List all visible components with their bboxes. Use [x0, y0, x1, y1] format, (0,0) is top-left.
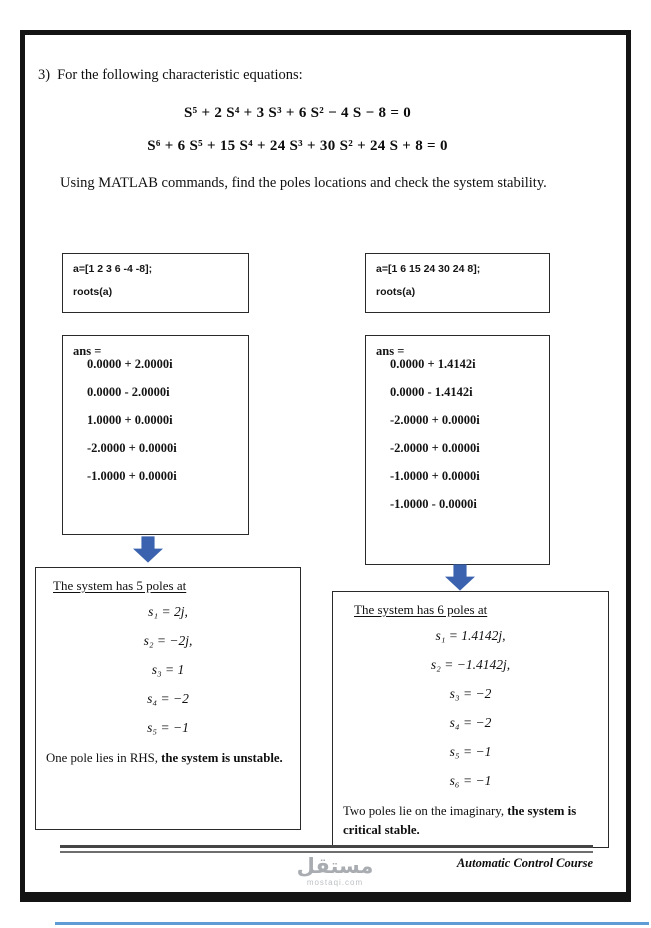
- root-value: -1.0000 + 0.0000i: [87, 469, 177, 483]
- root-value: -2.0000 + 0.0000i: [87, 441, 177, 455]
- pole-value: s₁ = 1.4142j,: [435, 628, 506, 643]
- watermark-domain-text: mostaqi.com: [306, 878, 364, 887]
- pole-value: s₄ = −2: [449, 715, 492, 730]
- root-value: 0.0000 + 1.4142i: [390, 357, 476, 371]
- question-number: 3): [38, 67, 51, 83]
- footer-divider: [60, 845, 593, 853]
- ans-label: ans =: [376, 344, 405, 358]
- down-arrow-icon: [133, 536, 163, 563]
- root-value: 0.0000 - 2.0000i: [87, 385, 170, 399]
- pole-value: s₂ = −1.4142j,: [430, 657, 511, 672]
- stability-note: [343, 802, 598, 840]
- question-heading: [38, 67, 303, 84]
- watermark-logo-text: مستقل: [296, 854, 374, 878]
- scan-edge-line: [55, 922, 649, 925]
- stability-note-normal: One pole lies in RHS,: [46, 751, 162, 765]
- matlab-output-box-left: [62, 335, 249, 535]
- conclusion-box-left: [35, 567, 301, 830]
- page-border-frame: [20, 30, 631, 902]
- matlab-code-box-right: [365, 253, 550, 313]
- down-arrow-icon: [445, 564, 475, 591]
- root-value: 0.0000 + 2.0000i: [87, 357, 173, 371]
- ans-label: ans =: [73, 344, 102, 358]
- pole-value: s₅ = −1: [147, 720, 189, 735]
- root-value: 1.0000 + 0.0000i: [87, 413, 173, 427]
- pole-value: s₄ = −2: [147, 691, 189, 706]
- matlab-code-box-left: [62, 253, 249, 313]
- conclusion-box-right: [332, 591, 609, 848]
- pole-value: s₁ = 2j,: [148, 604, 188, 619]
- stability-note-normal: Two poles lie on the imaginary,: [343, 804, 508, 818]
- code-line: a=[1 2 3 6 -4 -8];: [73, 263, 153, 275]
- stability-note-bold: the system is unstable.: [161, 751, 283, 765]
- root-value: 0.0000 - 1.4142i: [390, 385, 473, 399]
- pole-value: s₂ = −2j,: [143, 633, 193, 648]
- characteristic-equation-2: S⁶ + 6 S⁵ + 15 S⁴ + 24 S³ + 30 S² + 24 S + 8 = 0: [147, 138, 448, 154]
- pole-value: s₆ = −1: [449, 773, 492, 788]
- pole-value: s₃ = −2: [449, 686, 492, 701]
- root-value: -2.0000 + 0.0000i: [390, 441, 480, 455]
- conclusion-title: The system has 5 poles at: [53, 578, 187, 593]
- code-line: roots(a): [73, 286, 113, 298]
- conclusion-title: The system has 6 poles at: [354, 602, 488, 617]
- instruction-text: Using MATLAB commands, find the poles locations and check the system stability.: [60, 175, 547, 191]
- root-value: -2.0000 + 0.0000i: [390, 413, 480, 427]
- pole-value: s₅ = −1: [449, 744, 492, 759]
- course-name: Automatic Control Course: [456, 856, 593, 870]
- characteristic-equation-1: S⁵ + 2 S⁴ + 3 S³ + 6 S² − 4 S − 8 = 0: [183, 105, 412, 121]
- matlab-output-box-right: [365, 335, 550, 565]
- root-value: -1.0000 - 0.0000i: [390, 497, 477, 511]
- code-line: roots(a): [376, 286, 416, 298]
- root-value: -1.0000 + 0.0000i: [390, 469, 480, 483]
- pole-value: s₃ = 1: [151, 662, 185, 677]
- stability-note: [46, 749, 290, 768]
- question-text: For the following characteristic equations:: [57, 67, 303, 83]
- stability-note-bold: the system is critical stable.: [343, 804, 577, 837]
- code-line: a=[1 6 15 24 30 24 8];: [376, 263, 481, 275]
